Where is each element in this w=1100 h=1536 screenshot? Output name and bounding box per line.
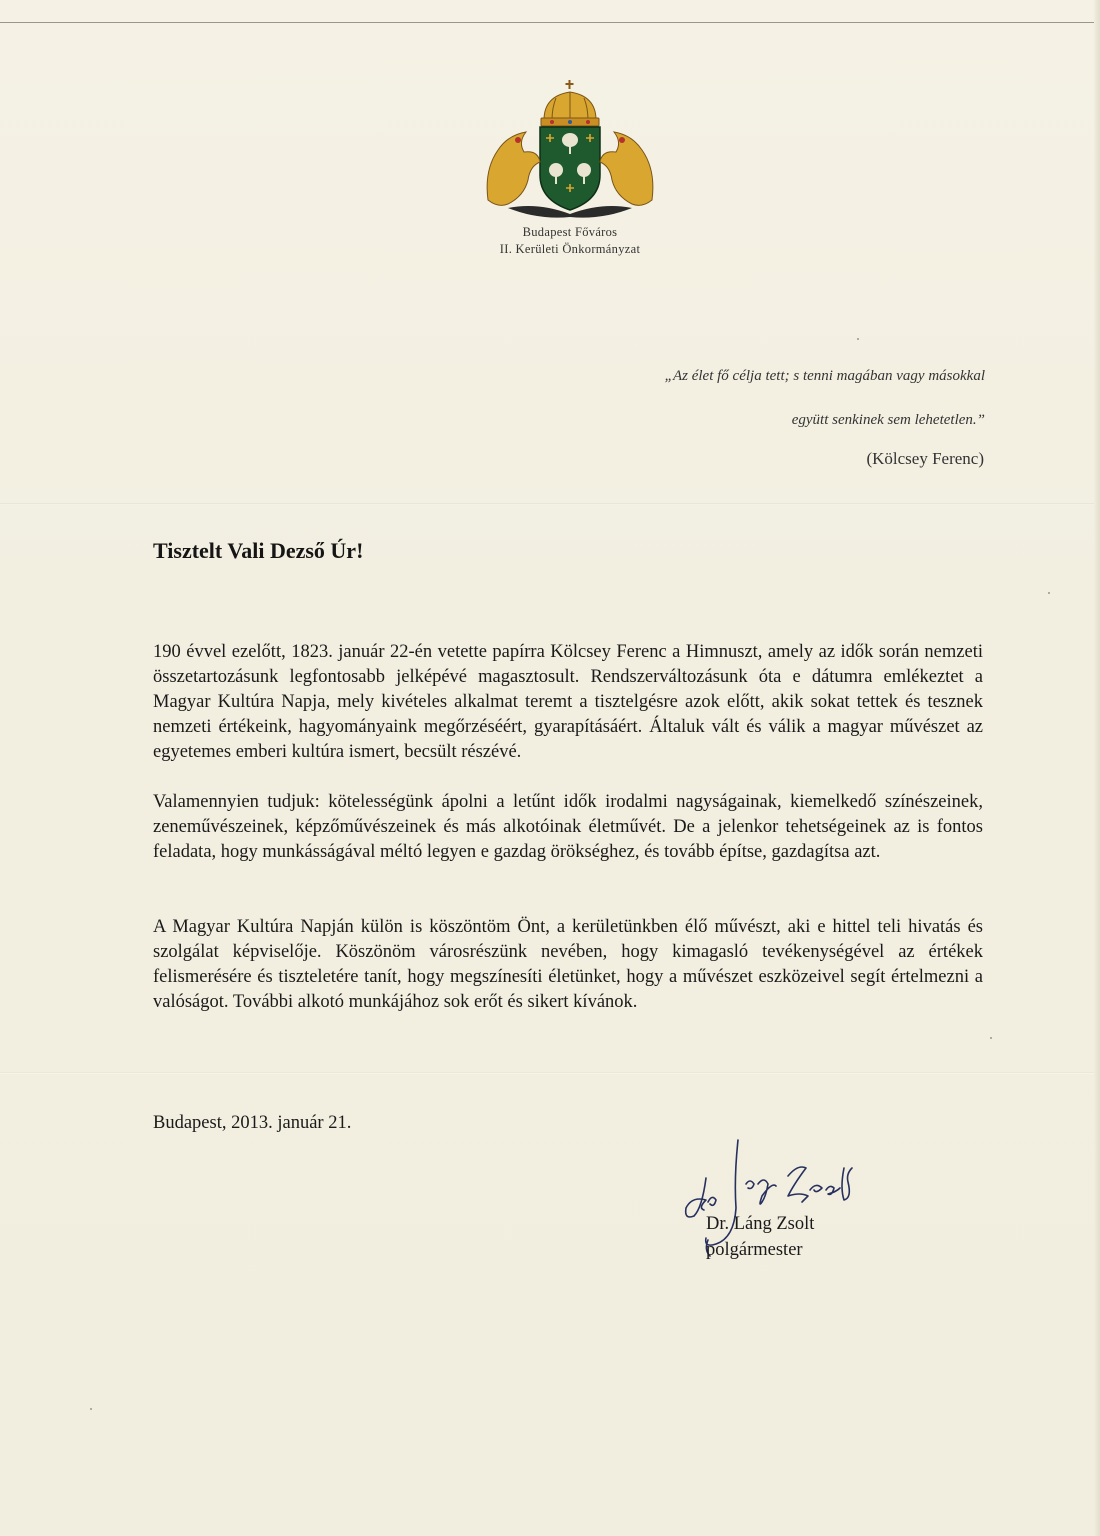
paper-speck — [857, 338, 859, 340]
signer-title: polgármester — [706, 1240, 803, 1260]
body-paragraph: 190 évvel ezelőtt, 1823. január 22-én vetette papírra Kölcsey Ferenc a Himnuszt, amely az idők során nemzeti összetartozásunk legfontosabb jelképévé magasztosult. Rendszerváltozásunk óta e dátumra emlékeztet a Magyar Kultúra Napja, mely kivételes alkalmat teremt a tisztelgésre azok előtt, akik sokat tettek és tesznek nemzeti értékeink, hagyományaink megőrzéséért, gyarapításáért. Általuk vált és válik a magyar művészet az egyetemes emberi kultúra ismert, becsült részévé. — [153, 642, 983, 762]
coat-of-arms-icon — [478, 80, 662, 220]
paper-right-edge — [1094, 0, 1100, 1536]
epigraph-line-2: együtt senkinek sem lehetetlen.” — [791, 412, 985, 428]
organization-name: Budapest Főváros — [522, 225, 618, 239]
epigraph-line-1: „Az élet fő célja tett; s tenni magában vagy másokkal — [664, 368, 985, 384]
signer-name: Dr. Láng Zsolt — [706, 1214, 815, 1234]
place-and-date: Budapest, 2013. január 21. — [153, 1113, 352, 1133]
paper-fold — [0, 1072, 1100, 1074]
paper-speck — [990, 1037, 992, 1039]
organization-unit: II. Kerületi Önkormányzat — [499, 242, 641, 256]
epigraph-author: (Kölcsey Ferenc) — [866, 449, 984, 468]
body-paragraph: A Magyar Kultúra Napján külön is köszöntöm Önt, a kerületünkben élő művészt, aki e hittel teli hivatás és szolgálat képviselője. Köszönöm városrészünk nevében, hogy kimagasló tevékenységével az értékek felismerésére és tiszteletére tanít, hogy megszínesíti életünket, hogy a művészet eszközeivel segít értelmezni a valóságot. További alkotó munkájához sok erőt és sikert kívánok. — [153, 917, 983, 1012]
paper-fold — [0, 503, 1100, 505]
paper-speck — [1048, 592, 1050, 594]
salutation: Tisztelt Vali Dezső Úr! — [153, 538, 364, 563]
paper-edge-line — [0, 22, 1100, 23]
paper-speck — [90, 1408, 92, 1410]
body-paragraph: Valamennyien tudjuk: kötelességünk ápolni a letűnt idők irodalmi nagyságainak, kiemelkedő színészeinek, zeneművészeinek, képzőművészeinek és más alkotóinak életművét. De a jelenkor tehetségeinek az is fontos feladata, hogy munkásságával méltó legyen e gazdag örökséghez, és tovább építse, gazdagítsa azt. — [153, 792, 983, 862]
